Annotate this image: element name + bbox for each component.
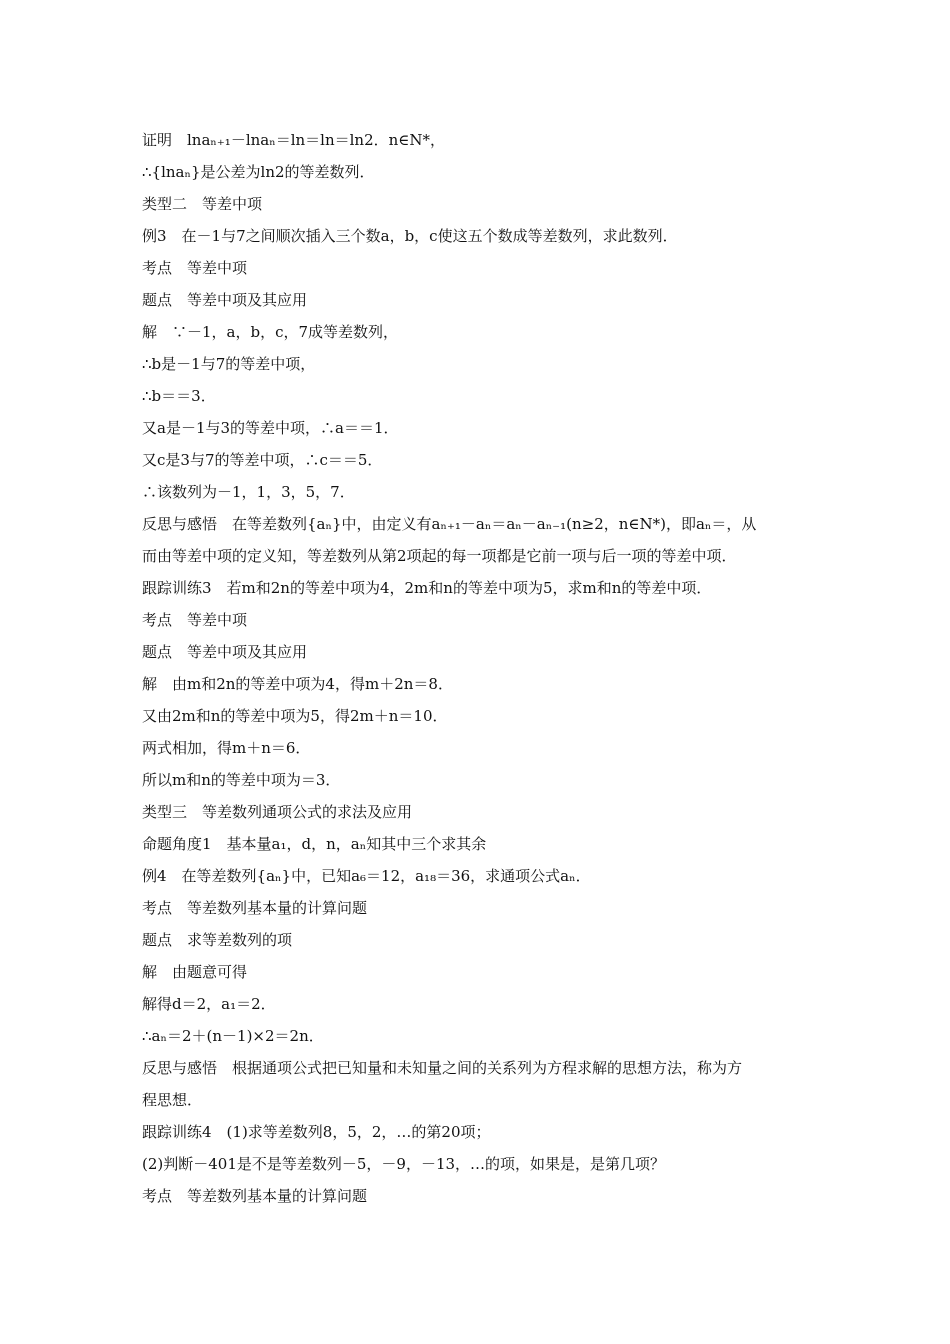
text-line: ∴b＝＝3． bbox=[142, 387, 216, 405]
text-line: ∴{lnaₙ}是公差为ln2的等差数列． bbox=[142, 163, 375, 181]
text-line: 反思与感悟 在等差数列{aₙ}中，由定义有aₙ₊₁－aₙ＝aₙ－aₙ₋₁(n≥2，n∈N*)，即aₙ＝，从 bbox=[142, 515, 757, 533]
text-line: 题点 等差中项及其应用 bbox=[142, 643, 308, 661]
example-line: 例3 在－1与7之间顺次插入三个数a，b，c使这五个数成等差数列，求此数列． bbox=[142, 227, 678, 245]
text-line: ∴该数列为－1，1，3，5，7． bbox=[142, 483, 355, 501]
text-line: 考点 等差数列基本量的计算问题 bbox=[142, 899, 368, 917]
section-heading: 类型三 等差数列通项公式的求法及应用 bbox=[142, 803, 413, 821]
text-line: 解 由m和2n的等差中项为4，得m＋2n＝8． bbox=[142, 675, 453, 693]
text-line: 所以m和n的等差中项为＝3． bbox=[142, 771, 341, 789]
text-line: 程思想． bbox=[142, 1091, 203, 1109]
text-line: 又a是－1与3的等差中项，∴a＝＝1． bbox=[142, 419, 399, 437]
text-line: (2)判断－401是不是等差数列－5，－9，－13，…的项，如果是，是第几项？ bbox=[142, 1155, 666, 1173]
section-heading: 类型二 等差中项 bbox=[142, 195, 263, 213]
text-line: 题点 求等差数列的项 bbox=[142, 931, 293, 949]
text-line: 解 由题意可得 bbox=[142, 963, 248, 981]
text-line: 解 ∵－1，a，b，c，7成等差数列， bbox=[142, 323, 399, 341]
text-line: 题点 等差中项及其应用 bbox=[142, 291, 308, 309]
text-line: 考点 等差数列基本量的计算问题 bbox=[142, 1187, 368, 1205]
text-line: 考点 等差中项 bbox=[142, 259, 248, 277]
example-line: 例4 在等差数列{aₙ}中，已知a₆＝12，a₁₈＝36，求通项公式aₙ． bbox=[142, 867, 591, 885]
exercise-line: 跟踪训练4 (1)求等差数列8，5，2，…的第20项； bbox=[142, 1123, 491, 1141]
text-line: 而由等差中项的定义知，等差数列从第2项起的每一项都是它前一项与后一项的等差中项． bbox=[142, 547, 737, 565]
text-line: ∴b是－1与7的等差中项， bbox=[142, 355, 316, 373]
subsection-heading: 命题角度1 基本量a₁，d，n，aₙ知其中三个求其余 bbox=[142, 835, 487, 853]
text-line: 又c是3与7的等差中项，∴c＝＝5． bbox=[142, 451, 383, 469]
document-body bbox=[142, 124, 822, 1212]
text-line: 证明 lnaₙ₊₁－lnaₙ＝ln＝ln＝ln2．n∈N*， bbox=[142, 131, 446, 149]
text-line: 又由2m和n的等差中项为5，得2m＋n＝10． bbox=[142, 707, 448, 725]
text-line: 反思与感悟 根据通项公式把已知量和未知量之间的关系列为方程求解的思想方法，称为方 bbox=[142, 1059, 743, 1077]
text-line: 两式相加，得m＋n＝6． bbox=[142, 739, 311, 757]
exercise-line: 跟踪训练3 若m和2n的等差中项为4，2m和n的等差中项为5，求m和n的等差中项． bbox=[142, 579, 712, 597]
text-line: ∴aₙ＝2＋(n－1)×2＝2n． bbox=[142, 1027, 324, 1045]
text-line: 解得d＝2，a₁＝2． bbox=[142, 995, 276, 1013]
text-line: 考点 等差中项 bbox=[142, 611, 248, 629]
